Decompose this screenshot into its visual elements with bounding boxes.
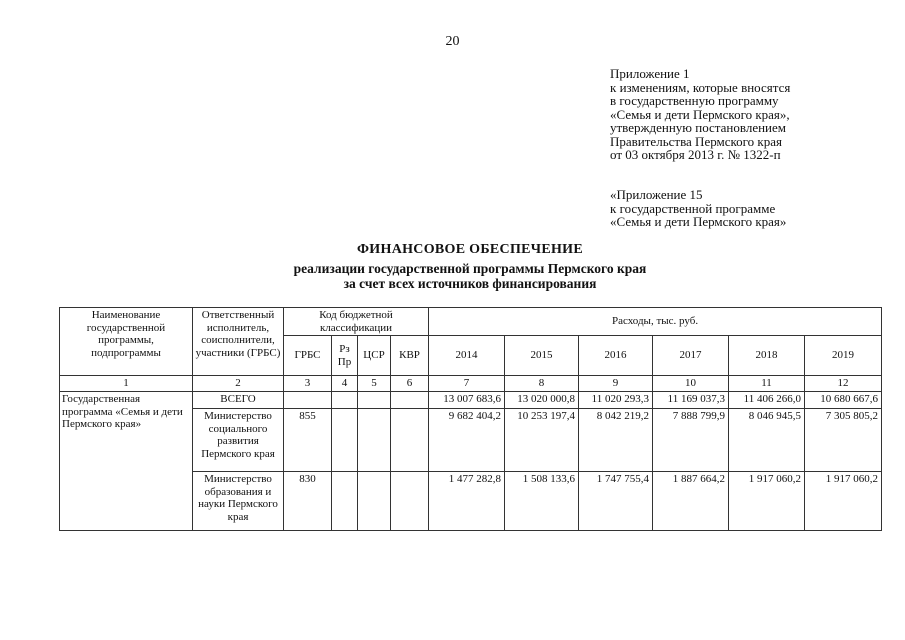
kvr-cell [391,409,429,472]
appendix-1-line: «Семья и дети Пермского края», [610,106,790,122]
header-budget-code: Код бюджетной классификации [284,308,429,336]
header-year-2018: 2018 [729,336,805,376]
grbs-cell [284,392,332,409]
header-year-2017: 2017 [653,336,729,376]
value-cell-2019: 1 917 060,2 [805,472,882,531]
column-number-row [60,376,882,392]
column-number: 5 [358,376,391,392]
document-subtitle-2: за счет всех источников финансирования [343,276,597,291]
executor-cell: Министерство социального развития Пермского края [193,409,284,472]
header-csr: ЦСР [358,336,391,376]
grbs-cell: 855 [284,409,332,472]
value-cell-2018: 8 046 945,5 [729,409,805,472]
csr-cell [358,472,391,531]
appendix-15-line: «Семья и дети Пермского края» [610,214,787,229]
appendix-1-line: Правительства Пермского края [610,133,782,149]
value-cell-2017: 11 169 037,3 [653,392,729,409]
document-title: ФИНАНСОВОЕ ОБЕСПЕЧЕНИЕ [356,242,584,257]
header-expenses: Расходы, тыс. руб. [429,308,882,336]
header-year-2016: 2016 [579,336,653,376]
header-rzpr: Рз Пр [332,336,358,376]
value-cell-2018: 11 406 266,0 [729,392,805,409]
value-cell-2016: 1 747 755,4 [579,472,653,531]
csr-cell [358,392,391,409]
value-cell-2019: 10 680 667,6 [805,392,882,409]
appendix-1-line: Приложение 1 [610,66,690,81]
appendix-15-line: к государственной программе [610,200,776,216]
appendix-1-block [610,67,790,162]
header-year-2014: 2014 [429,336,505,376]
column-number: 11 [729,376,805,392]
document-subtitle: реализации государственной программы Пермского края [293,261,647,276]
column-number: 9 [579,376,653,392]
value-cell-2017: 7 888 799,9 [653,409,729,472]
column-number: 4 [332,376,358,392]
value-cell-2014: 1 477 282,8 [429,472,505,531]
kvr-cell [391,472,429,531]
value-cell-2014: 9 682 404,2 [429,409,505,472]
appendix-1-line: от 03 октября 2013 г. № 1322-п [610,147,781,162]
column-number: 2 [193,376,284,392]
value-cell-2014: 13 007 683,6 [429,392,505,409]
executor-cell: ВСЕГО [193,392,284,409]
column-number: 1 [60,376,193,392]
appendix-1-line: к изменениям, которые вносятся [610,79,791,95]
value-cell-2018: 1 917 060,2 [729,472,805,531]
column-number: 8 [505,376,579,392]
grbs-cell: 830 [284,472,332,531]
value-cell-2016: 11 020 293,3 [579,392,653,409]
page-number: 20 [445,34,460,49]
header-row [60,308,882,336]
appendix-15-line: «Приложение 15 [610,187,703,202]
column-number: 6 [391,376,429,392]
header-kvr: КВР [391,336,429,376]
program-name-cell: Государственная программа «Семья и дети Пермского края» [60,392,193,531]
value-cell-2016: 8 042 219,2 [579,409,653,472]
value-cell-2017: 1 887 664,2 [653,472,729,531]
rzpr-cell [332,392,358,409]
executor-cell: Министерство образования и науки Пермского края [193,472,284,531]
financing-table [59,307,882,531]
column-number: 3 [284,376,332,392]
csr-cell [358,409,391,472]
header-program-name: Наименование государственной программы, подпрограммы [60,308,193,376]
rzpr-cell [332,409,358,472]
column-number: 10 [653,376,729,392]
appendix-1-line: в государственную программу [610,93,779,108]
value-cell-2015: 13 020 000,8 [505,392,579,409]
table-row [60,392,882,409]
header-year-2019: 2019 [805,336,882,376]
appendix-15-block [610,188,786,229]
kvr-cell [391,392,429,409]
column-number: 12 [805,376,882,392]
value-cell-2015: 1 508 133,6 [505,472,579,531]
value-cell-2019: 7 305 805,2 [805,409,882,472]
header-grbs: ГРБС [284,336,332,376]
header-executor: Ответственный исполнитель, соисполнители, участники (ГРБС) [193,308,284,376]
rzpr-cell [332,472,358,531]
appendix-1-line: утвержденную постановлением [610,120,787,135]
column-number: 7 [429,376,505,392]
value-cell-2015: 10 253 197,4 [505,409,579,472]
header-year-2015: 2015 [505,336,579,376]
